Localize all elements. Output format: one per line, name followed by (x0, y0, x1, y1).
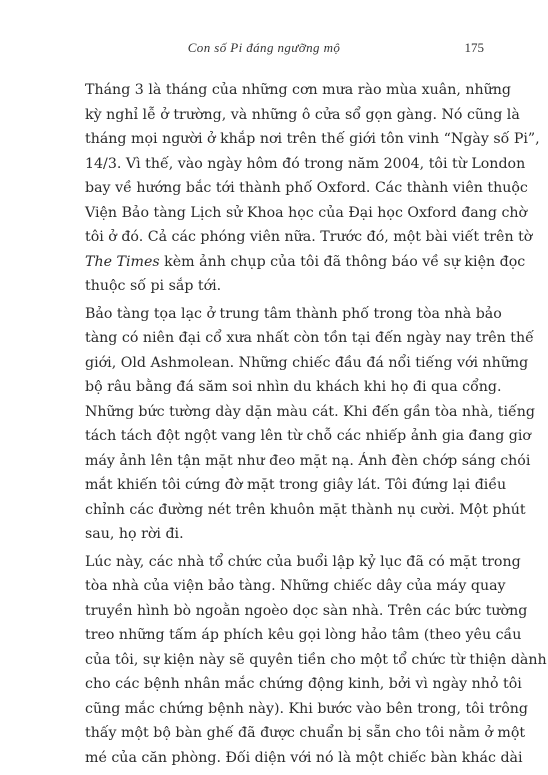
text-line: mé của căn phòng. Đối diện với nó là một chiếc bàn khác dài (85, 749, 523, 766)
text-line: tàng có niên đại cổ xưa nhất còn tồn tại đến ngày nay trên thế (85, 330, 534, 346)
text-line: Lúc này, các nhà tổ chức của buổi lập kỷ lục đã có mặt trong (85, 553, 521, 570)
text-line: tách tách đột ngột vang lên từ chỗ các nhiếp ảnh gia đang giơ (85, 428, 531, 444)
paragraph-3 (85, 550, 547, 771)
text-line: của tôi, sự kiện này sẽ quyên tiền cho một tổ chức từ thiện dành (85, 651, 547, 668)
text-line: thuộc số pi sắp tới. (85, 278, 222, 294)
running-header (84, 40, 484, 58)
text-line: máy ảnh lên tận mặt như đeo mặt nạ. Ánh đèn chớp sáng chói (85, 452, 531, 469)
paragraph-2 (85, 302, 535, 547)
text-line: bộ râu bằng đá săm soi nhìn du khách khi họ đi qua cổng. (85, 379, 502, 395)
text-line: kỳ nghỉ lễ ở trường, và những ô cửa sổ gọn gàng. Nó cũng là (85, 106, 520, 123)
text-line: treo những tấm áp phích kêu gọi lòng hảo tâm (theo yêu cầu (85, 627, 522, 643)
text-line: cho các bệnh nhân mắc chứng động kinh, bởi vì ngày nhỏ tôi (85, 676, 522, 692)
text-line: cũng mắc chứng bệnh này). Khi bước vào bên trong, tôi trông (85, 700, 529, 717)
text-line: Tháng 3 là tháng của những cơn mưa rào mùa xuân, những (85, 82, 511, 98)
text-line: truyền hình bò ngoằn ngoèo dọc sàn nhà. Trên các bức tường (85, 602, 528, 619)
text-line: 14/3. Vì thế, vào ngày hôm đó trong năm 2004, tôi từ London (85, 155, 526, 172)
newspaper-title: The Times (85, 253, 160, 270)
text-line: mắt khiến tôi cứng đờ mặt trong giây lát. Tôi đứng lại điều (85, 477, 507, 493)
text-fragment: kèm ảnh chụp của tôi đã thông báo về sự kiện đọc (159, 253, 526, 270)
text-line: giới, Old Ashmolean. Những chiếc đầu đá nổi tiếng với những (85, 354, 529, 371)
text-line: Những bức tường dày dặn màu cát. Khi đến gần tòa nhà, tiếng (85, 403, 535, 420)
running-title: Con số Pi đáng ngưỡng mộ (187, 40, 341, 55)
text-line: tôi ở đó. Cả các phóng viên nữa. Trước đó, một bài viết trên tờ (85, 229, 533, 245)
text-line: chỉnh các đường nét trên khuôn mặt thành nụ cười. Một phút (85, 501, 526, 518)
text-line (85, 250, 526, 275)
page-number: 175 (464, 40, 484, 55)
text-line: sau, họ rời đi. (85, 526, 184, 542)
text-line: bay về hướng bắc tới thành phố Oxford. Các thành viên thuộc (85, 180, 528, 196)
text-line: tòa nhà của viện bảo tàng. Những chiếc dây của máy quay (85, 578, 506, 594)
text-line: Bảo tàng tọa lạc ở trung tâm thành phố trong tòa nhà bảo (85, 305, 502, 322)
body-text (85, 78, 547, 770)
text-line: thấy một bộ bàn ghế đã được chuẩn bị sẵn cho tôi nằm ở một (85, 725, 526, 741)
paragraph-1 (85, 78, 540, 299)
text-line: tháng mọi người ở khắp nơi trên thế giới tôn vinh “Ngày số Pi”, (85, 131, 540, 147)
text-line: Viện Bảo tàng Lịch sử Khoa học của Đại học Oxford đang chờ (85, 204, 528, 221)
